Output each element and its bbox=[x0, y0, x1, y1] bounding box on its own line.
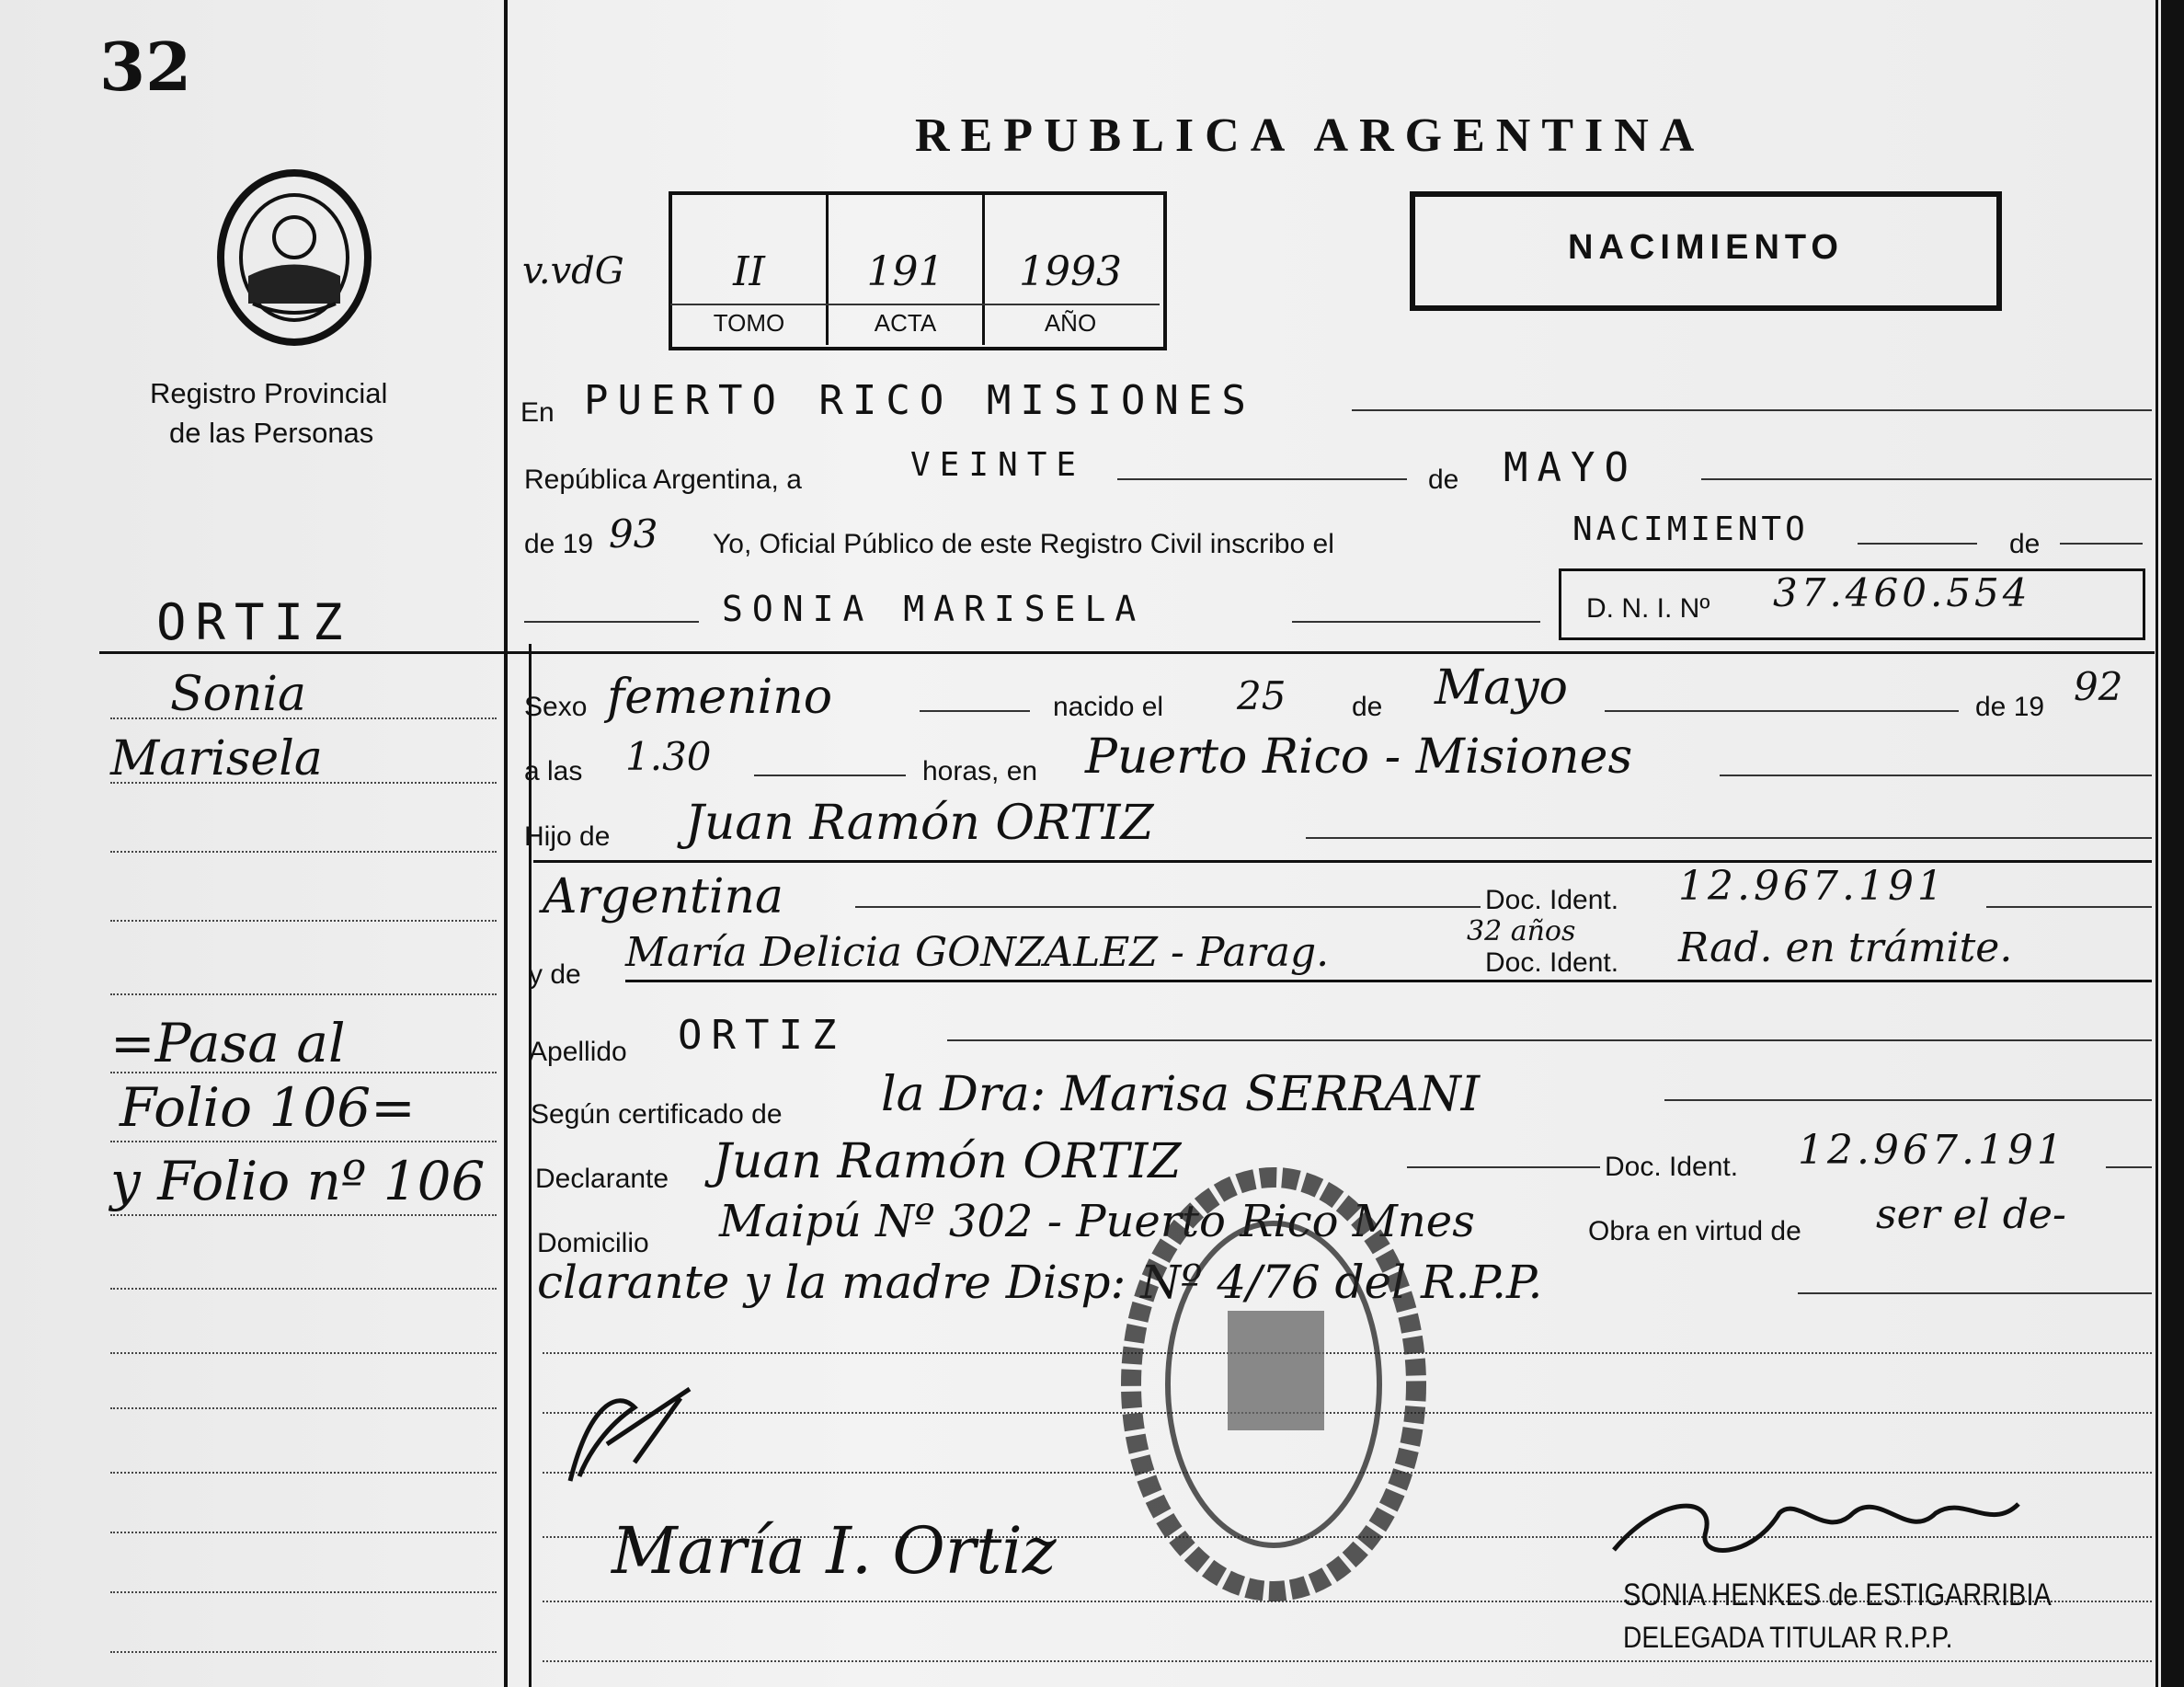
fill-line bbox=[1798, 1292, 2152, 1294]
fill-line bbox=[1858, 543, 1977, 545]
fill-line bbox=[1117, 478, 1407, 480]
sidebar-rule bbox=[110, 1407, 497, 1409]
value-lugar: PUERTO RICO MISIONES bbox=[584, 377, 1255, 424]
label-dni: D. N. I. Nº bbox=[1586, 593, 1710, 624]
label-doc3: Doc. Ident. bbox=[1605, 1152, 1739, 1182]
value-hora: 1.30 bbox=[625, 734, 712, 779]
tomo-label: TOMO bbox=[713, 309, 785, 337]
fill-line bbox=[2060, 543, 2143, 545]
value-acto: NACIMIENTO bbox=[1572, 511, 1809, 548]
value-anio-nac: 92 bbox=[2074, 664, 2123, 709]
sidebar-rule bbox=[110, 1141, 497, 1142]
label-en: En bbox=[520, 397, 555, 428]
label-de2: de bbox=[1352, 692, 1383, 722]
section-rule bbox=[625, 980, 2152, 982]
sidebar-surname: ORTIZ bbox=[156, 593, 352, 651]
acta-label: ACTA bbox=[874, 309, 937, 337]
right-border bbox=[2155, 0, 2158, 1687]
registry-name-line-1: Registro Provincial bbox=[150, 377, 388, 409]
fill-line bbox=[855, 906, 1481, 908]
value-padre: Juan Ramón ORTIZ bbox=[685, 796, 1154, 851]
anio-value: 1993 bbox=[1019, 248, 1122, 295]
label-nacido: nacido el bbox=[1053, 692, 1164, 722]
value-edad-madre: 32 años bbox=[1467, 915, 1576, 947]
left-column-divider bbox=[504, 0, 508, 1687]
value-mes: MAYO bbox=[1504, 444, 1638, 491]
label-segun: Según certificado de bbox=[531, 1099, 783, 1130]
sidebar-rule bbox=[110, 1352, 497, 1354]
tomo-value: II bbox=[733, 248, 765, 295]
label-sexo: Sexo bbox=[524, 692, 588, 722]
label-de19: de 19 bbox=[524, 529, 594, 559]
label-declarante: Declarante bbox=[535, 1164, 669, 1194]
value-lugar-nac: Puerto Rico - Misiones bbox=[1085, 729, 1633, 785]
value-obra-1: ser el de- bbox=[1876, 1191, 2066, 1238]
page-number: 32 bbox=[99, 28, 192, 106]
registry-name-line-2: de las Personas bbox=[169, 417, 374, 449]
official-title: DELEGADA TITULAR R.P.P. bbox=[1623, 1621, 1953, 1654]
page-edge bbox=[2161, 0, 2184, 1687]
label-doc2: Doc. Ident. bbox=[1485, 947, 1619, 978]
sidebar-rule bbox=[110, 993, 497, 995]
value-obra-2: clarante y la madre Disp: Nº 4/76 del R.P.P. bbox=[537, 1256, 1543, 1309]
sidebar-rule bbox=[110, 1651, 497, 1653]
inner-divider bbox=[529, 644, 532, 1687]
label-obra: Obra en virtud de bbox=[1588, 1216, 1801, 1246]
official-stamp-seal bbox=[1117, 1164, 1430, 1605]
anio-label: AÑO bbox=[1044, 309, 1097, 337]
value-doc-declarante: 12.967.191 bbox=[1798, 1127, 2066, 1174]
value-domicilio: Maipú Nº 302 - Puerto Rico Mnes bbox=[719, 1196, 1475, 1247]
value-nombre: SONIA MARISELA bbox=[722, 589, 1146, 629]
value-dni: 37.460.554 bbox=[1773, 570, 2031, 615]
fill-line bbox=[524, 621, 699, 623]
registrar-initials-signature bbox=[552, 1371, 708, 1499]
sidebar-given-name-2: Marisela bbox=[110, 731, 323, 786]
value-doc-madre: Rad. en trámite. bbox=[1678, 924, 2013, 971]
sidebar-rule bbox=[110, 717, 497, 719]
record-type: NACIMIENTO bbox=[1568, 228, 1844, 267]
sidebar-note-2: Folio 106= bbox=[120, 1076, 416, 1139]
official-signature bbox=[1605, 1476, 2028, 1587]
value-anio-2: 93 bbox=[609, 511, 658, 557]
value-dia-nac: 25 bbox=[1237, 673, 1286, 718]
sidebar-rule bbox=[110, 782, 497, 784]
sidebar-rule bbox=[110, 1532, 497, 1533]
label-yo: Yo, Oficial Público de este Registro Civil inscribo el bbox=[713, 529, 1334, 559]
body-rule bbox=[543, 1660, 2152, 1662]
sidebar-rule bbox=[110, 920, 497, 922]
sidebar-rule bbox=[110, 1072, 497, 1073]
fill-line bbox=[1986, 906, 2152, 908]
fill-line bbox=[2106, 1166, 2152, 1168]
sidebar-rule bbox=[110, 1214, 497, 1216]
sidebar-rule bbox=[110, 1472, 497, 1474]
value-nacionalidad-padre: Argentina bbox=[543, 869, 783, 924]
fill-line bbox=[1605, 710, 1959, 712]
fill-line bbox=[1720, 775, 2152, 776]
label-horas: horas, en bbox=[922, 756, 1038, 786]
fill-line bbox=[920, 710, 1030, 712]
box-rule bbox=[670, 304, 1160, 305]
document-title: REPUBLICA ARGENTINA bbox=[915, 109, 1706, 162]
label-de19b: de 19 bbox=[1975, 692, 2045, 722]
label-de: de bbox=[1428, 465, 1459, 495]
value-declarante: Juan Ramón ORTIZ bbox=[713, 1134, 1182, 1189]
fill-line bbox=[1664, 1099, 2152, 1101]
fill-line bbox=[1352, 409, 2152, 411]
sidebar-rule bbox=[110, 851, 497, 853]
label-hijo: Hijo de bbox=[524, 821, 611, 852]
sidebar-rule bbox=[110, 1288, 497, 1290]
fill-line bbox=[1701, 478, 2152, 480]
province-seal-icon bbox=[212, 166, 377, 350]
sidebar-rule bbox=[110, 1591, 497, 1593]
label-doc1: Doc. Ident. bbox=[1485, 885, 1619, 915]
fill-line bbox=[1292, 621, 1540, 623]
label-yde: y de bbox=[529, 959, 581, 990]
label-apellido: Apellido bbox=[529, 1037, 627, 1067]
value-madre: María Delicia GONZALEZ - Parag. bbox=[625, 929, 1330, 976]
acta-value: 191 bbox=[866, 248, 944, 295]
official-name: SONIA HENKES de ESTIGARRIBIA bbox=[1623, 1578, 2052, 1612]
label-de-end: de bbox=[2009, 529, 2041, 559]
sidebar-note-3: y Folio nº 106 bbox=[110, 1150, 486, 1212]
fill-line bbox=[1407, 1166, 1600, 1168]
sidebar-given-name-1: Sonia bbox=[170, 667, 307, 722]
value-sexo: femenino bbox=[607, 670, 833, 725]
fill-line bbox=[754, 775, 906, 776]
fill-line bbox=[947, 1039, 2152, 1041]
label-republica: República Argentina, a bbox=[524, 465, 802, 495]
header-rule bbox=[99, 651, 2155, 654]
sidebar-note-1: =Pasa al bbox=[110, 1012, 346, 1074]
value-mes-nac: Mayo bbox=[1435, 660, 1568, 716]
value-doc-padre: 12.967.191 bbox=[1678, 863, 1947, 910]
fill-line bbox=[1306, 837, 2152, 839]
value-certificado: la Dra: Marisa SERRANI bbox=[881, 1067, 1481, 1122]
value-apellido: ORTIZ bbox=[678, 1012, 846, 1059]
header-prefix: v.vdG bbox=[522, 250, 624, 293]
mother-signature: María I. Ortiz bbox=[612, 1513, 1057, 1589]
value-dia-letras: VEINTE bbox=[910, 446, 1086, 484]
label-domicilio: Domicilio bbox=[537, 1228, 649, 1258]
label-alas: a las bbox=[524, 756, 583, 786]
